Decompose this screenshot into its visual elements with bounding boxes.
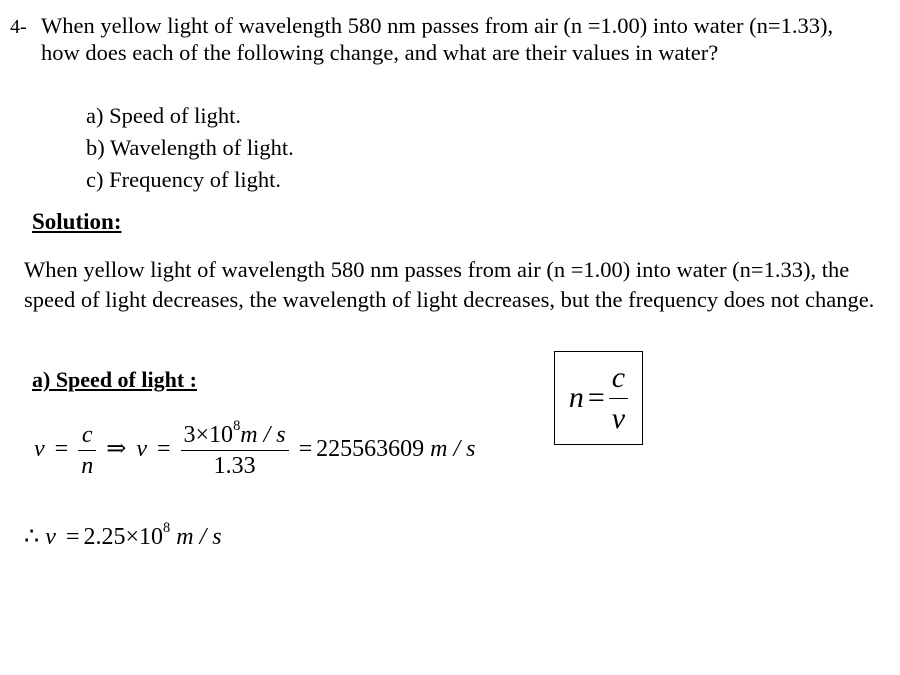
- formula-fraction: [609, 358, 628, 439]
- question-text: When yellow light of wavelength 580 nm passes from air (n =1.00) into water (n=1.33), how does each of the following change, and what are their values in water?: [41, 13, 834, 65]
- formula-equals: =: [587, 381, 605, 414]
- eq2-coef: 2.25×10: [83, 524, 164, 550]
- therefore-symbol: ∴: [24, 524, 40, 550]
- formula-numerator: c: [609, 358, 628, 399]
- eq1-v-2: v: [136, 436, 147, 463]
- solution-heading: Solution:: [32, 209, 122, 234]
- eq2-unit: m / s: [176, 524, 222, 550]
- eq1-numerator: [181, 417, 289, 451]
- eq2-v: v: [45, 524, 56, 550]
- eq1-result: 225563609: [316, 436, 425, 463]
- question-part-a: a) Speed of light.: [86, 103, 241, 128]
- eq1-equals-2: =: [156, 436, 171, 463]
- eq2-equals: =: [65, 524, 80, 550]
- eq1-num-unit: m / s: [240, 422, 286, 448]
- eq1-equals-3: =: [298, 436, 313, 463]
- eq1-implies: ⇒: [106, 436, 127, 463]
- solution-text: When yellow light of wavelength 580 nm passes from air (n =1.00) into water (n=1.33), the speed of light decreases, the wavelength of light decreases, but the frequency does not change.: [24, 257, 875, 312]
- eq2-exp: 8: [163, 519, 171, 536]
- part-a-heading: a) Speed of light :: [32, 367, 197, 392]
- question-number: 4-: [10, 16, 27, 38]
- formula-n: n: [568, 381, 584, 414]
- eq1-equals-1: =: [54, 436, 69, 463]
- formula-denominator: v: [611, 401, 626, 435]
- question-part-b: b) Wavelength of light.: [86, 135, 294, 160]
- eq1-fraction-values: [181, 417, 289, 481]
- eq1-v: v: [34, 436, 45, 463]
- eq1-n: n: [81, 453, 94, 479]
- speed-calculation-equation: [34, 417, 476, 481]
- final-speed-equation: [24, 519, 222, 551]
- refractive-index-formula-box: [554, 351, 643, 445]
- eq1-num-exp: 8: [233, 417, 241, 434]
- eq1-c: c: [78, 420, 96, 451]
- eq1-num-coef: 3×10: [183, 422, 234, 448]
- eq1-denominator: 1.33: [213, 453, 256, 479]
- eq1-result-unit: m / s: [430, 436, 476, 463]
- question-part-c: c) Frequency of light.: [86, 167, 281, 192]
- eq1-fraction-c-over-n: [78, 420, 96, 481]
